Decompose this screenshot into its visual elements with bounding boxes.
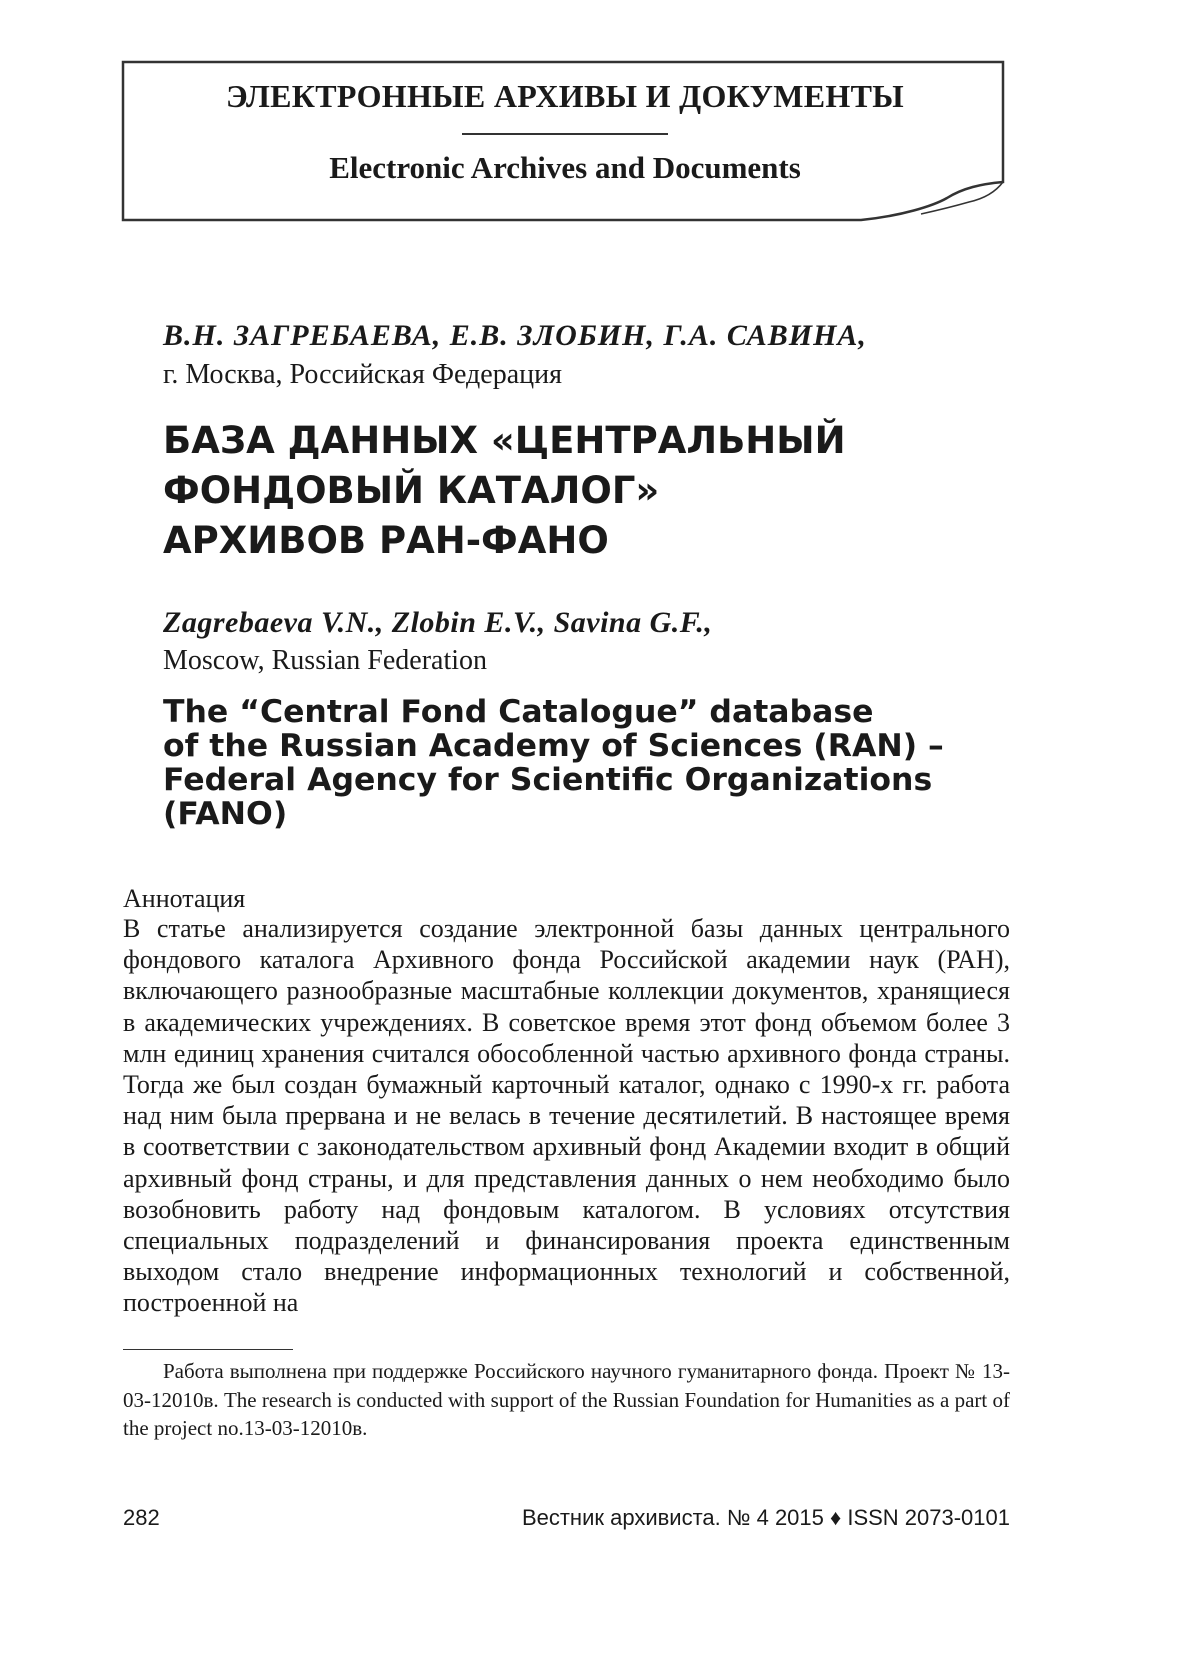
title-ru-line: БАЗА ДАННЫХ «ЦЕНТРАЛЬНЫЙ <box>163 419 846 462</box>
footnote-divider <box>123 1349 293 1350</box>
header-divider <box>462 133 668 135</box>
article-title-en <box>163 695 963 831</box>
abstract-text: В статье анализируется создание электронной базы данных центрального фондового каталога Архивного фонда Российской академии наук (РАН), включающего разнообразные масштабные коллекции документов, хранящиеся в академических учреждениях. В советское время этот фонд объемом более 3 млн единиц хранения считался обособленной частью архивного фонда страны. Тогда же был создан бумажный карточный каталог, однако с 1990-х гг. работа над ним была прервана и не велась в течение десятилетий. В настоящее время в соответствии с законодательством архивный фонд Академии входит в общий архивный фонд страны, и для представления данных о нем необходимо было возобновить работу над фондовым каталогом. В условиях отсутствия специальных подразделений и финансирования проекта единственным выходом стало внедрение информационных технологий и собственной, построенной на <box>123 914 1010 1318</box>
footnote: Работа выполнена при поддержке Российского научного гуманитарного фонда. Проект № 13-03-12010в. The research is conducted with support of the Russian Foundation for Humanities as a part of the project no.13-03-12010в. <box>123 1359 1010 1440</box>
title-ru-line: ФОНДОВЫЙ КАТАЛОГ» <box>163 469 660 512</box>
section-header <box>121 60 1009 230</box>
page-number: 282 <box>123 1505 160 1530</box>
authors-en: Zagrebaeva V.N., Zlobin E.V., Savina G.F., <box>163 606 713 639</box>
location-ru: г. Москва, Российская Федерация <box>163 359 562 390</box>
title-en-line: (FANO) <box>163 796 288 832</box>
location-en: Moscow, Russian Federation <box>163 645 488 676</box>
title-ru-line: АРХИВОВ РАН-ФАНО <box>163 519 609 562</box>
section-title-en: Electronic Archives and Documents <box>329 150 801 185</box>
section-title-ru: ЭЛЕКТРОННЫЕ АРХИВЫ И ДОКУМЕНТЫ <box>226 78 904 114</box>
title-en-line: of the Russian Academy of Sciences (RAN) – <box>163 728 944 764</box>
authors-ru: В.Н. ЗАГРЕБАЕВА, Е.В. ЗЛОБИН, Г.А. САВИНА, <box>163 319 867 352</box>
abstract-heading: Аннотация <box>123 884 246 913</box>
title-en-line: Federal Agency for Scientific Organizations <box>163 762 933 798</box>
page-footer <box>123 1505 1010 1537</box>
article-title-ru <box>163 416 1043 566</box>
title-en-line: The “Central Fond Catalogue” database <box>163 694 874 730</box>
journal-info: Вестник архивиста. № 4 2015 ♦ ISSN 2073-0101 <box>521 1505 1010 1530</box>
